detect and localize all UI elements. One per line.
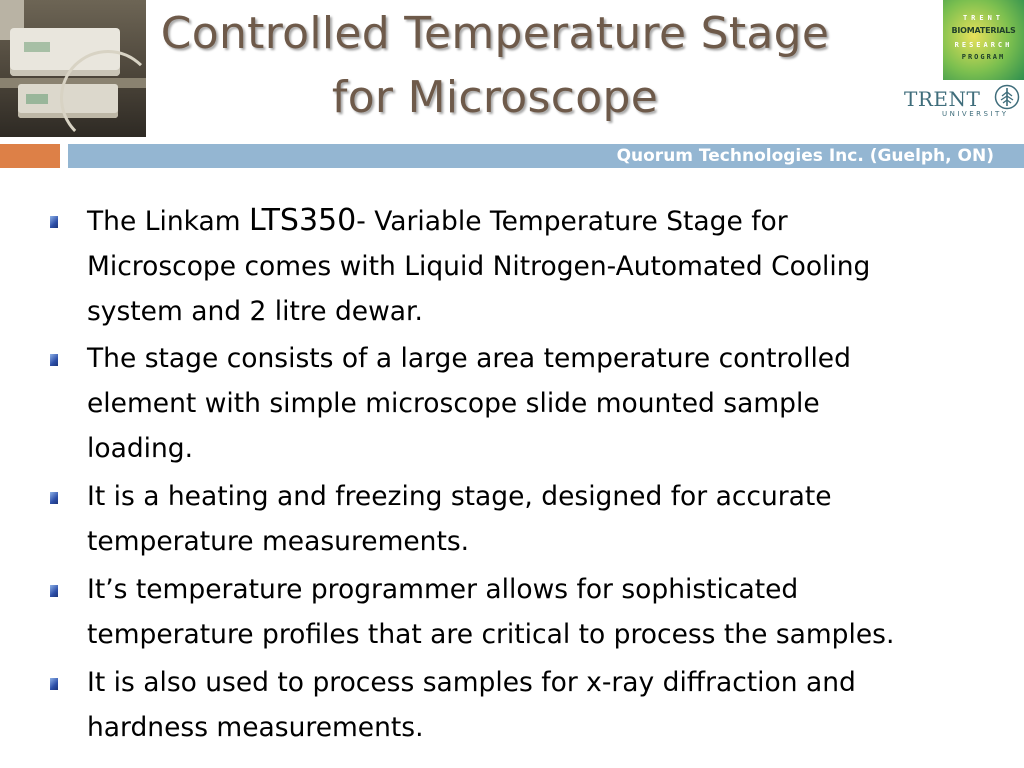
bullet-marker-icon <box>50 492 58 504</box>
bullet-marker-icon <box>50 216 58 228</box>
title-line-1: Controlled Temperature Stage <box>160 8 830 59</box>
bullet-text <box>87 198 987 334</box>
bullet-text-rest: - Variable Temperature Stage for <box>356 206 788 237</box>
bullet-marker-icon <box>50 585 58 597</box>
bullet-text-line: It’s temperature programmer allows for sophisticated <box>87 574 799 605</box>
biomaterials-logo-line-4: PROGRAM <box>961 53 1006 61</box>
accent-bar-orange <box>0 144 60 168</box>
bullet-marker-icon <box>50 678 58 690</box>
bullet-text <box>87 474 987 564</box>
trent-logo-university: UNIVERSITY <box>942 110 1009 118</box>
trent-logo-name: TRENT <box>904 87 981 111</box>
bullet-text-line: It is a heating and freezing stage, designed for accurate <box>87 481 832 512</box>
bullet-text-line: loading. <box>87 433 194 464</box>
bullet-text <box>87 336 987 471</box>
bullet-text-line: element with simple microscope slide mounted sample <box>87 388 820 419</box>
bullet-text-line: system and 2 litre dewar. <box>87 296 423 327</box>
bullet-text-line: It is also used to process samples for x-ray diffraction and <box>87 667 856 698</box>
bullet-text-line: The stage consists of a large area temperature controlled <box>87 343 851 374</box>
bullet-text-line: Microscope comes with Liquid Nitrogen-Automated Cooling <box>87 251 871 282</box>
subtitle-bar <box>68 144 1024 168</box>
slide-subtitle: Quorum Technologies Inc. (Guelph, ON) <box>616 146 994 166</box>
biomaterials-logo-line-2: BIOMATERIALS <box>951 26 1016 35</box>
title-line-2: for Microscope <box>331 72 659 123</box>
biomaterials-logo-line-1: TRENT <box>962 14 1005 22</box>
bullet-text-line: temperature profiles that are critical to process the samples. <box>87 619 895 650</box>
bullet-text <box>87 660 987 750</box>
tree-icon <box>994 84 1020 110</box>
slide-title <box>150 2 840 130</box>
bullet-marker-icon <box>50 354 58 366</box>
trent-university-logo <box>902 84 1020 124</box>
bullet-text-model: LTS350 <box>249 203 357 238</box>
bullet-text-lead: The Linkam <box>87 206 249 237</box>
biomaterials-logo <box>943 0 1024 80</box>
bullet-text <box>87 567 987 657</box>
bullet-text-line: temperature measurements. <box>87 526 470 557</box>
equipment-photo <box>0 0 146 137</box>
bullet-text-line: hardness measurements. <box>87 712 424 743</box>
biomaterials-logo-line-3: RESEARCH <box>954 41 1013 49</box>
